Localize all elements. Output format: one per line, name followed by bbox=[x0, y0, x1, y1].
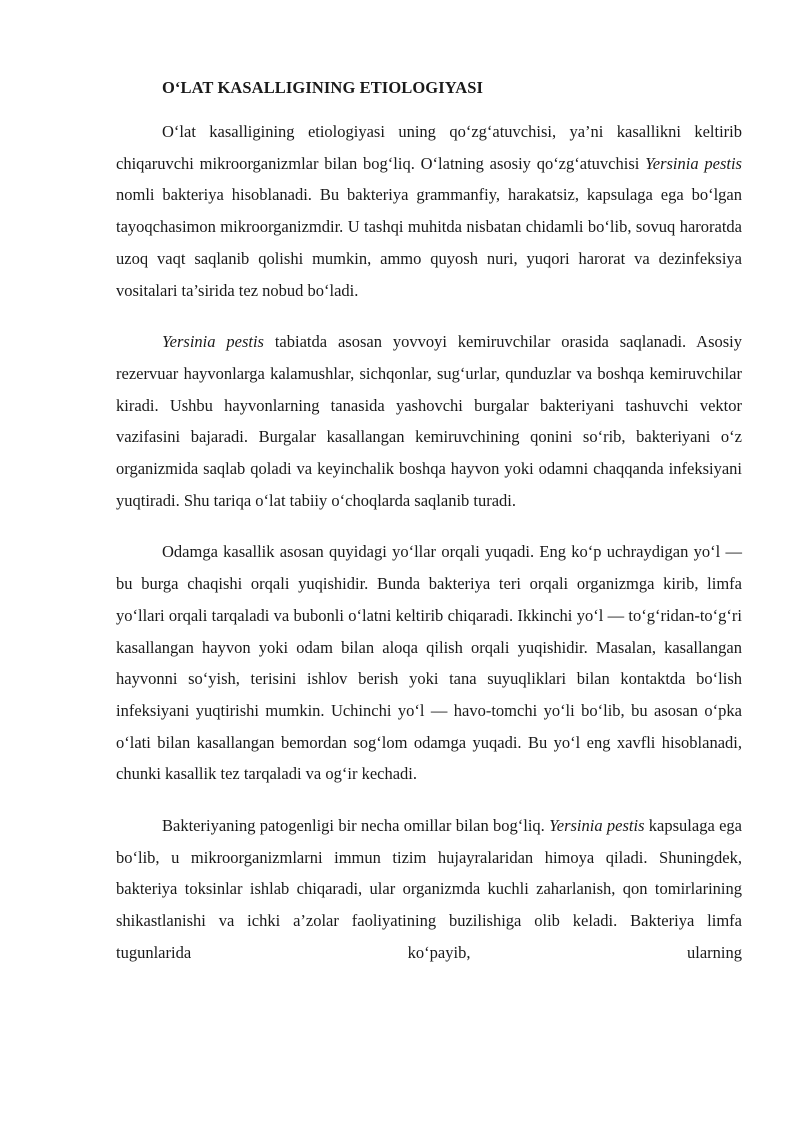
paragraph-3 bbox=[116, 536, 742, 790]
species-name: Yersinia pestis bbox=[549, 816, 645, 836]
paragraph-text: tabiatda asosan yovvoyi kemiruvchilar orasida saqlanadi. Asosiy rezervuar hayvonlarga kalamushlar, sichqonlar, sug‘urlar, qunduzlar va boshqa kemiruvchilar kiradi. Ushbu hayvonlarning tanasida yashovchi burgalar bakteriyani tashuvchi vektor vazifasini bajaradi. Burgalar kasallangan kemiruvchining qonini so‘rib, bakteriyani o‘z organizmida saqlab qoladi va keyinchalik boshqa hayvon yoki odamni chaqqanda infeksiyani yuqtiradi. Shu tariqa o‘lat tabiiy o‘choqlarda saqlanib turadi. bbox=[116, 332, 742, 510]
species-name: Yersinia pestis bbox=[162, 332, 264, 352]
paragraph-text: O‘lat kasalligining etiologiyasi uning qo‘zg‘atuvchisi, ya’ni kasallikni keltirib chiqaruvchi mikroorganizmlar bilan bog‘liq. O‘latning asosiy qo‘zg‘atuvchisi bbox=[116, 122, 742, 173]
paragraph-text: Odamga kasallik asosan quyidagi yo‘llar orqali yuqadi. Eng ko‘p uchraydigan yo‘l — bu burga chaqishi orqali yuqishidir. Bunda bakteriya teri orqali organizmga kirib, limfa yo‘llari orqali tarqaladi va bubonli o‘latni keltirib chiqaradi. Ikkinchi yo‘l — to‘g‘ridan-to‘g‘ri kasallangan hayvon yoki odam bilan aloqa qilish orqali yuqishidir. Masalan, kasallangan hayvonni so‘yish, terisini ishlov berish yoki tana suyuqliklari bilan kontaktda bo‘lish infeksiyani yuqtirishi mumkin. Uchinchi yo‘l — havo-tomchi yo‘li bo‘lib, bu asosan o‘pka o‘lati bilan kasallangan bemordan sog‘lom odamga yuqadi. Bu yo‘l eng xavfli hisoblanadi, chunki kasallik tez tarqaladi va og‘ir kechadi. bbox=[116, 542, 742, 784]
document-title: O‘LAT KASALLIGINING ETIOLOGIYASI bbox=[162, 78, 484, 97]
paragraph-text: Bakteriyaning patogenligi bir necha omillar bilan bog‘liq. bbox=[162, 816, 550, 836]
document-page bbox=[116, 72, 742, 969]
paragraph-4 bbox=[116, 810, 742, 969]
paragraph-text: kapsulaga ega bo‘lib, u mikroorganizmlarni immun tizim hujayralaridan himoya qiladi. Shuningdek, bakteriya toksinlar ishlab chiqaradi, ular organizmda kuchli zaharlanish, qon tomirlarining shikastlanishi va ichki a’zolar faoliyatining buzilishiga olib keladi. Bakteriya limfa tugunlarida ko‘payib, ularning bbox=[116, 816, 742, 962]
paragraph-2 bbox=[116, 326, 742, 516]
paragraph-1 bbox=[116, 116, 742, 306]
paragraph-text: nomli bakteriya hisoblanadi. Bu bakteriya grammanfiy, harakatsiz, kapsulaga ega bo‘lgan tayoqchasimon mikroorganizmdir. U tashqi muhitda nisbatan chidamli bo‘lib, sovuq haroratda uzoq vaqt saqlanib qolishi mumkin, ammo quyosh nuri, yuqori harorat va dezinfeksiya vositalari ta’sirida tez nobud bo‘ladi. bbox=[116, 185, 742, 300]
species-name: Yersinia pestis bbox=[645, 153, 742, 173]
